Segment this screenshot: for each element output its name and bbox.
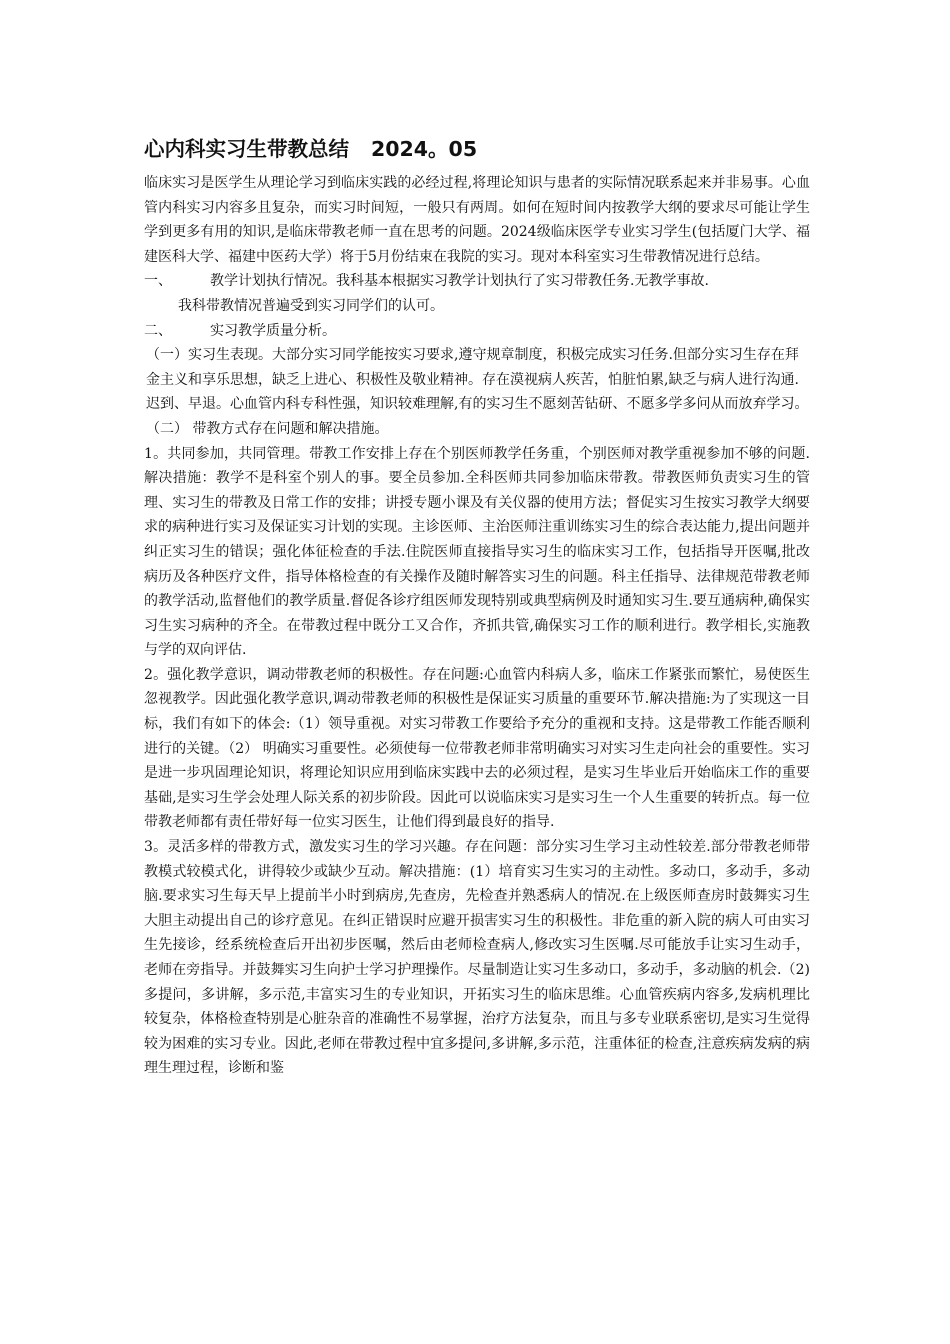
- intro-paragraph: 临床实习是医学生从理论学习到临床实践的必经过程,将理论知识与患者的实际情况联系起来并非易事。心血管内科实习内容多且复杂，而实习时间短，一般只有两周。如何在短时间内按教学大纲的要求尽可能让学生学到更多有用的知识,是临床带教老师一直在思考的问题。2024级临床医学专业实习学生(包括厦门大学、福建医科大学、福建中医药大学）将于5月份结束在我院的实习。现对本科室实习生带教情况进行总结。: [144, 175, 810, 265]
- section-1-number: 一、: [144, 273, 172, 290]
- section-1-continuation: 我科带教情况普遍受到实习同学们的认可。: [178, 297, 444, 314]
- document-body: [144, 171, 810, 1081]
- section-2: [144, 319, 810, 344]
- subsection-2: （二） 带教方式存在问题和解决措施。: [146, 420, 389, 437]
- document-title-line: [144, 132, 810, 166]
- subsection-1: （一）实习生表现。大部分实习同学能按实习要求,遵守规章制度，积极完成实习任务.但部分实习生存在拜金主义和享乐思想，缺乏上进心、积极性及敬业精神。存在漠视病人疾苦，怕脏怕累,缺乏与病人进行沟通.迟到、早退。心血管内科专科性强，知识较难理解,有的实习生不愿刻苦钻研、不愿多学多问从而放弃学习。: [146, 347, 809, 413]
- document-content: [144, 132, 810, 1081]
- document-title: 心内科实习生带教总结: [144, 137, 349, 161]
- section-2-number: 二、: [144, 322, 172, 339]
- item-1-paragraph: 1。共同参加，共同管理。带教工作安排上存在个别医师教学任务重，个别医师对教学重视参加不够的问题.解决措施：教学不是科室个别人的事。要全员参加.全科医师共同参加临床带教。带教医师负责实习生的管理、实习生的带教及日常工作的安排；讲授专题小课及有关仪器的使用方法；督促实习生按实习教学大纲要求的病种进行实习及保证实习计划的实现。主诊医师、主治医师注重训练实习生的综合表达能力,提出问题并纠正实习生的错误；强化体征检查的手法.住院医师直接指导实习生的临床实习工作，包括指导开医嘱,批改病历及各种医疗文件，指导体格检查的有关操作及随时解答实习生的问题。科主任指导、法律规范带教老师的教学活动,监督他们的教学质量.督促各诊疗组医师发现特别或典型病例及时通知实习生.要互通病种,确保实习生实习病种的齐全。在带教过程中既分工又合作，齐抓共管,确保实习工作的顺利进行。教学相长,实施教与学的双向评估.: [144, 445, 810, 659]
- item-2-paragraph: 2。强化教学意识，调动带教老师的积极性。存在问题:心血管内科病人多，临床工作紧张而繁忙，易使医生忽视教学。因此强化教学意识,调动带教老师的积极性是保证实习质量的重要环节.解决措施:为了实现这一目标，我们有如下的体会:（1）领导重视。对实习带教工作要给予充分的重视和支持。这是带教工作能否顺利进行的关键。（2） 明确实习重要性。必须使每一位带教老师非常明确实习对实习生走向社会的重要性。实习是进一步巩固理论知识，将理论知识应用到临床实践中去的必须过程，是实习生毕业后开始临床工作的重要基础,是实习生学会处理人际关系的初步阶段。因此可以说临床实习是实习生一个人生重要的转折点。每一位带教老师都有责任带好每一位实习医生，让他们得到最良好的指导.: [144, 666, 810, 831]
- section-1: [144, 269, 810, 294]
- section-2-text: 实习教学质量分析。: [210, 322, 336, 339]
- document-date: 2024。05: [371, 137, 478, 161]
- item-3-paragraph: 3。灵活多样的带教方式，激发实习生的学习兴趣。存在问题：部分实习生学习主动性较差.部分带教老师带教模式较模式化，讲得较少或缺少互动。解决措施：(1）培育实习生实习的主动性。多动口，多动手，多动脑.要求实习生每天早上提前半小时到病房,先查房，先检查并熟悉病人的情况.在上级医师查房时鼓舞实习生大胆主动提出自己的诊疗意见。在纠正错误时应避开损害实习生的积极性。非危重的新入院的病人可由实习生先接诊，经系统检查后开出初步医嘱，然后由老师检查病人,修改实习生医嘱.尽可能放手让实习生动手，老师在旁指导。并鼓舞实习生向护士学习护理操作。尽量制造让实习生多动口，多动手，多动脑的机会.（2)多提问，多讲解，多示范,丰富实习生的专业知识，开拓实习生的临床思维。心血管疾病内容多,发病机理比较复杂，体格检查特别是心脏杂音的准确性不易掌握，治疗方法复杂，而且与多专业联系密切,是实习生觉得较为困难的实习专业。因此,老师在带教过程中宜多提问,多讲解,多示范，注重体征的检查,注意疾病发病的病理生理过程，诊断和鉴: [144, 839, 810, 1077]
- section-1-text: 教学计划执行情况。我科基本根据实习教学计划执行了实习带教任务.无教学事故.: [210, 273, 709, 290]
